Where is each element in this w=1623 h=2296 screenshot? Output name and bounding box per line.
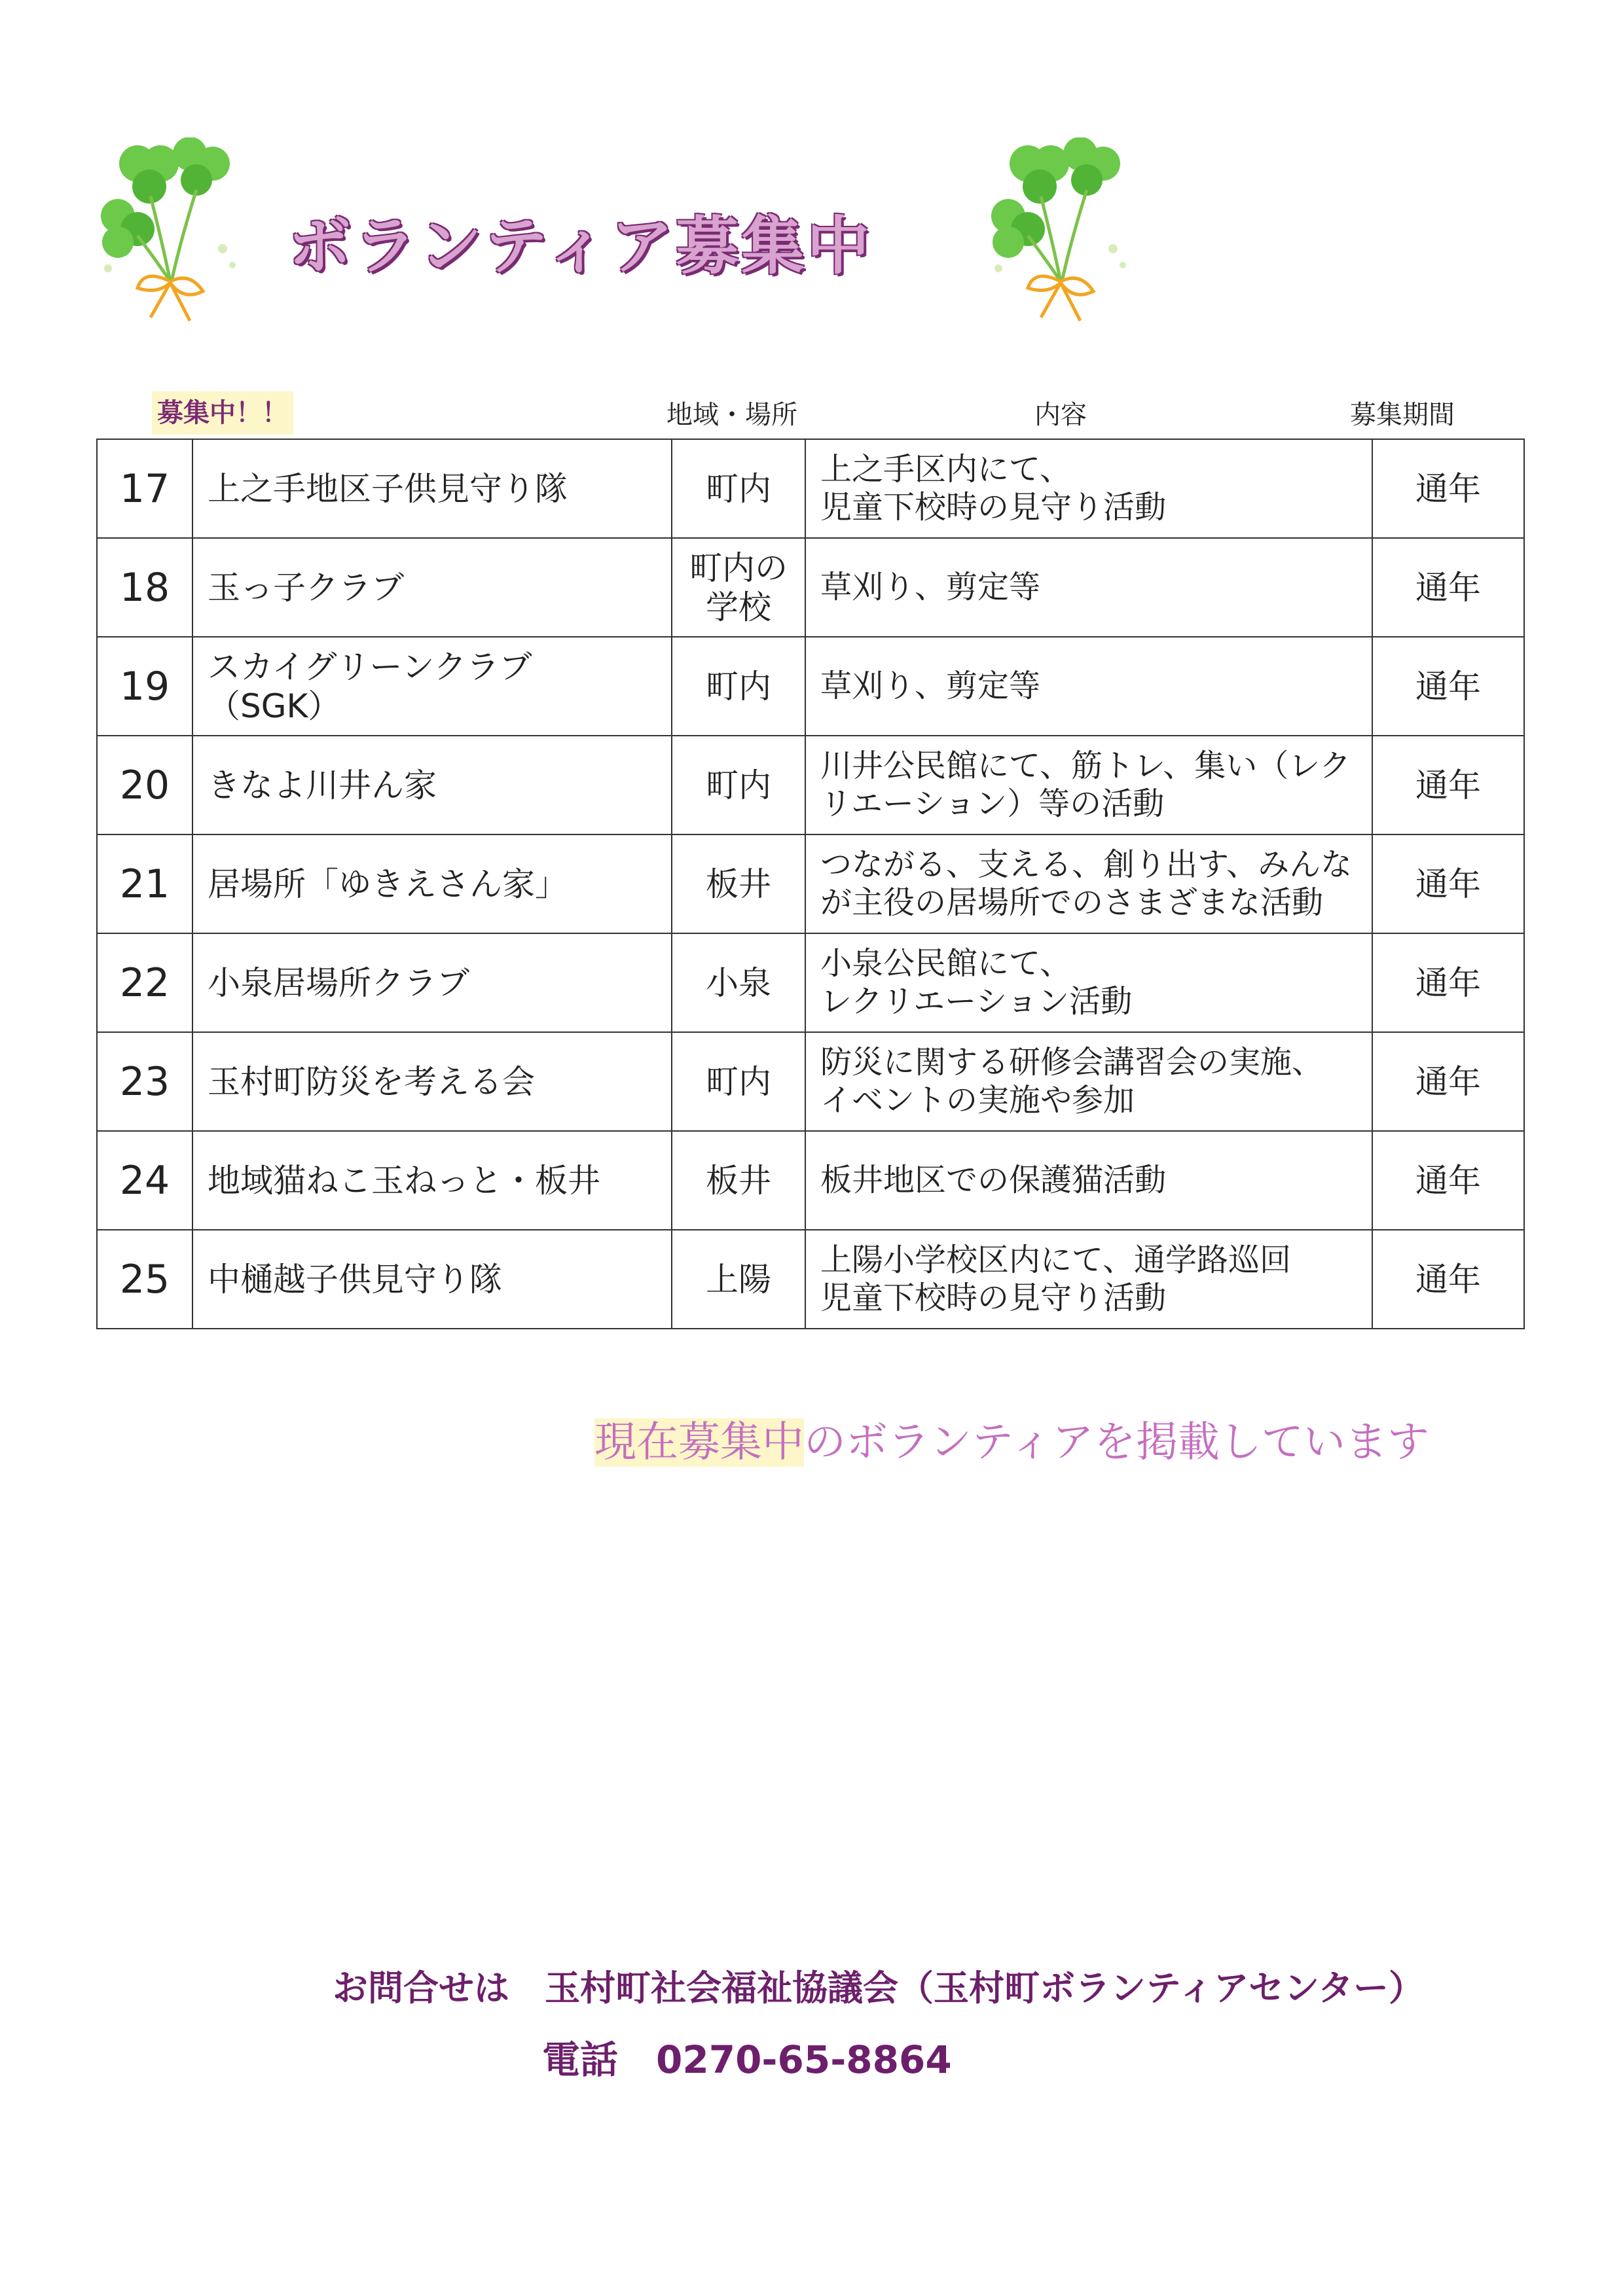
page-title: ボランティア募集中: [288, 209, 873, 283]
notice-highlight: 現在募集中: [594, 1418, 804, 1467]
content-cell-line: 児童下校時の見守り活動: [820, 488, 1167, 526]
content-cell-line: リエーション）等の活動: [820, 785, 1165, 822]
group-name: [192, 834, 672, 933]
column-header-period: 募集期間: [1350, 400, 1455, 430]
place-cell: [672, 933, 805, 1032]
row-number: 21: [97, 834, 192, 933]
group-name-line: きなよ川井ん家: [208, 766, 437, 804]
content-cell-line: 児童下校時の見守り活動: [820, 1279, 1167, 1316]
row-number: 25: [97, 1230, 192, 1329]
table-row: [97, 637, 1524, 736]
place-cell: [672, 1032, 805, 1131]
group-name-line: 中樋越子供見守り隊: [208, 1260, 502, 1299]
period-cell: 通年: [1372, 439, 1524, 538]
row-number: 22: [97, 933, 192, 1032]
clover-right-icon: [982, 137, 1139, 327]
group-name: [192, 1131, 672, 1230]
recruiting-badge: 募集中！！: [152, 391, 293, 435]
place-cell-line: 町内: [706, 1062, 771, 1101]
table-row: [97, 538, 1524, 637]
period-cell: 通年: [1372, 1032, 1524, 1131]
table-row: [97, 736, 1524, 834]
place-cell-line: 学校: [706, 588, 771, 626]
content-cell: [805, 834, 1372, 933]
content-cell: [805, 538, 1372, 637]
group-name: [192, 1032, 672, 1131]
period-cell: 通年: [1372, 538, 1524, 637]
content-cell: [805, 1230, 1372, 1329]
place-cell-line: 板井: [706, 1161, 771, 1200]
group-name: [192, 933, 672, 1032]
table-row: [97, 834, 1524, 933]
row-number: 24: [97, 1131, 192, 1230]
notice-rest: のボランティアを掲載しています: [804, 1418, 1429, 1467]
content-cell: [805, 1032, 1372, 1131]
group-name-line: 玉村町防災を考える会: [208, 1062, 535, 1101]
row-number: 18: [97, 538, 192, 637]
group-name-line: 玉っ子クラブ: [208, 568, 404, 607]
content-cell-line: が主役の居場所でのさまざまな活動: [820, 884, 1324, 921]
group-name-line: スカイグリーンクラブ: [208, 647, 532, 686]
content-cell-line: 上陽小学校区内にて、通学路巡回: [820, 1241, 1292, 1278]
group-name: [192, 637, 672, 736]
group-name-line: 小泉居場所クラブ: [208, 963, 469, 1002]
period-cell: 通年: [1372, 1230, 1524, 1329]
table-row: [97, 439, 1524, 538]
row-number: 19: [97, 637, 192, 736]
group-name-line: 上之手地区子供見守り隊: [208, 469, 568, 508]
table-row: [97, 933, 1524, 1032]
notice-text: [594, 1408, 1429, 1469]
column-header-content: 内容: [1034, 400, 1087, 430]
place-cell-line: 町内の: [689, 548, 788, 587]
content-cell-line: 上之手区内にて、: [820, 450, 1072, 488]
row-number: 23: [97, 1032, 192, 1131]
place-cell: [672, 736, 805, 834]
column-header-place: 地域・場所: [666, 400, 797, 430]
content-cell-line: 草刈り、剪定等: [820, 667, 1041, 704]
content-cell-line: 防災に関する研修会講習会の実施、: [820, 1043, 1324, 1081]
period-cell: 通年: [1372, 933, 1524, 1032]
place-cell: [672, 1230, 805, 1329]
place-cell: [672, 637, 805, 736]
row-number: 17: [97, 439, 192, 538]
content-cell: [805, 1131, 1372, 1230]
content-cell: [805, 439, 1372, 538]
content-cell-line: 草刈り、剪定等: [820, 568, 1041, 605]
place-cell-line: 町内: [706, 469, 771, 508]
group-name-line: 地域猫ねこ玉ねっと・板井: [208, 1161, 600, 1200]
table-row: [97, 1230, 1524, 1329]
group-name: [192, 1230, 672, 1329]
place-cell: [672, 834, 805, 933]
group-name: [192, 439, 672, 538]
period-cell: 通年: [1372, 637, 1524, 736]
place-cell: [672, 439, 805, 538]
content-cell: [805, 637, 1372, 736]
period-cell: 通年: [1372, 1131, 1524, 1230]
volunteer-table: [96, 439, 1525, 1329]
place-cell-line: 町内: [706, 766, 771, 804]
place-cell: [672, 538, 805, 637]
clover-left-icon: [92, 137, 249, 327]
contact-info: お問合せは 玉村町社会福祉協議会（玉村町ボランティアセンター）: [333, 1967, 1424, 2009]
place-cell-line: 小泉: [706, 963, 771, 1002]
place-cell-line: 上陽: [706, 1260, 771, 1299]
row-number: 20: [97, 736, 192, 834]
table-row: [97, 1131, 1524, 1230]
content-cell-line: 川井公民館にて、筋トレ、集い（レク: [820, 747, 1351, 784]
content-cell-line: レクリエーション活動: [820, 982, 1133, 1020]
place-cell-line: 板井: [706, 865, 771, 903]
group-name: [192, 736, 672, 834]
group-name-line: 居場所「ゆきえさん家」: [208, 865, 568, 903]
group-name-line: （SGK）: [208, 687, 341, 725]
content-cell-line: 小泉公民館にて、: [820, 944, 1072, 982]
place-cell: [672, 1131, 805, 1230]
phone-number: 電話 0270-65-8864: [542, 2037, 952, 2082]
content-cell-line: つながる、支える、創り出す、みんな: [820, 846, 1353, 883]
group-name: [192, 538, 672, 637]
period-cell: 通年: [1372, 834, 1524, 933]
content-cell-line: イベントの実施や参加: [820, 1081, 1135, 1119]
content-cell-line: 板井地区での保護猫活動: [820, 1161, 1167, 1198]
period-cell: 通年: [1372, 736, 1524, 834]
table-row: [97, 1032, 1524, 1131]
content-cell: [805, 736, 1372, 834]
content-cell: [805, 933, 1372, 1032]
place-cell-line: 町内: [706, 667, 771, 706]
